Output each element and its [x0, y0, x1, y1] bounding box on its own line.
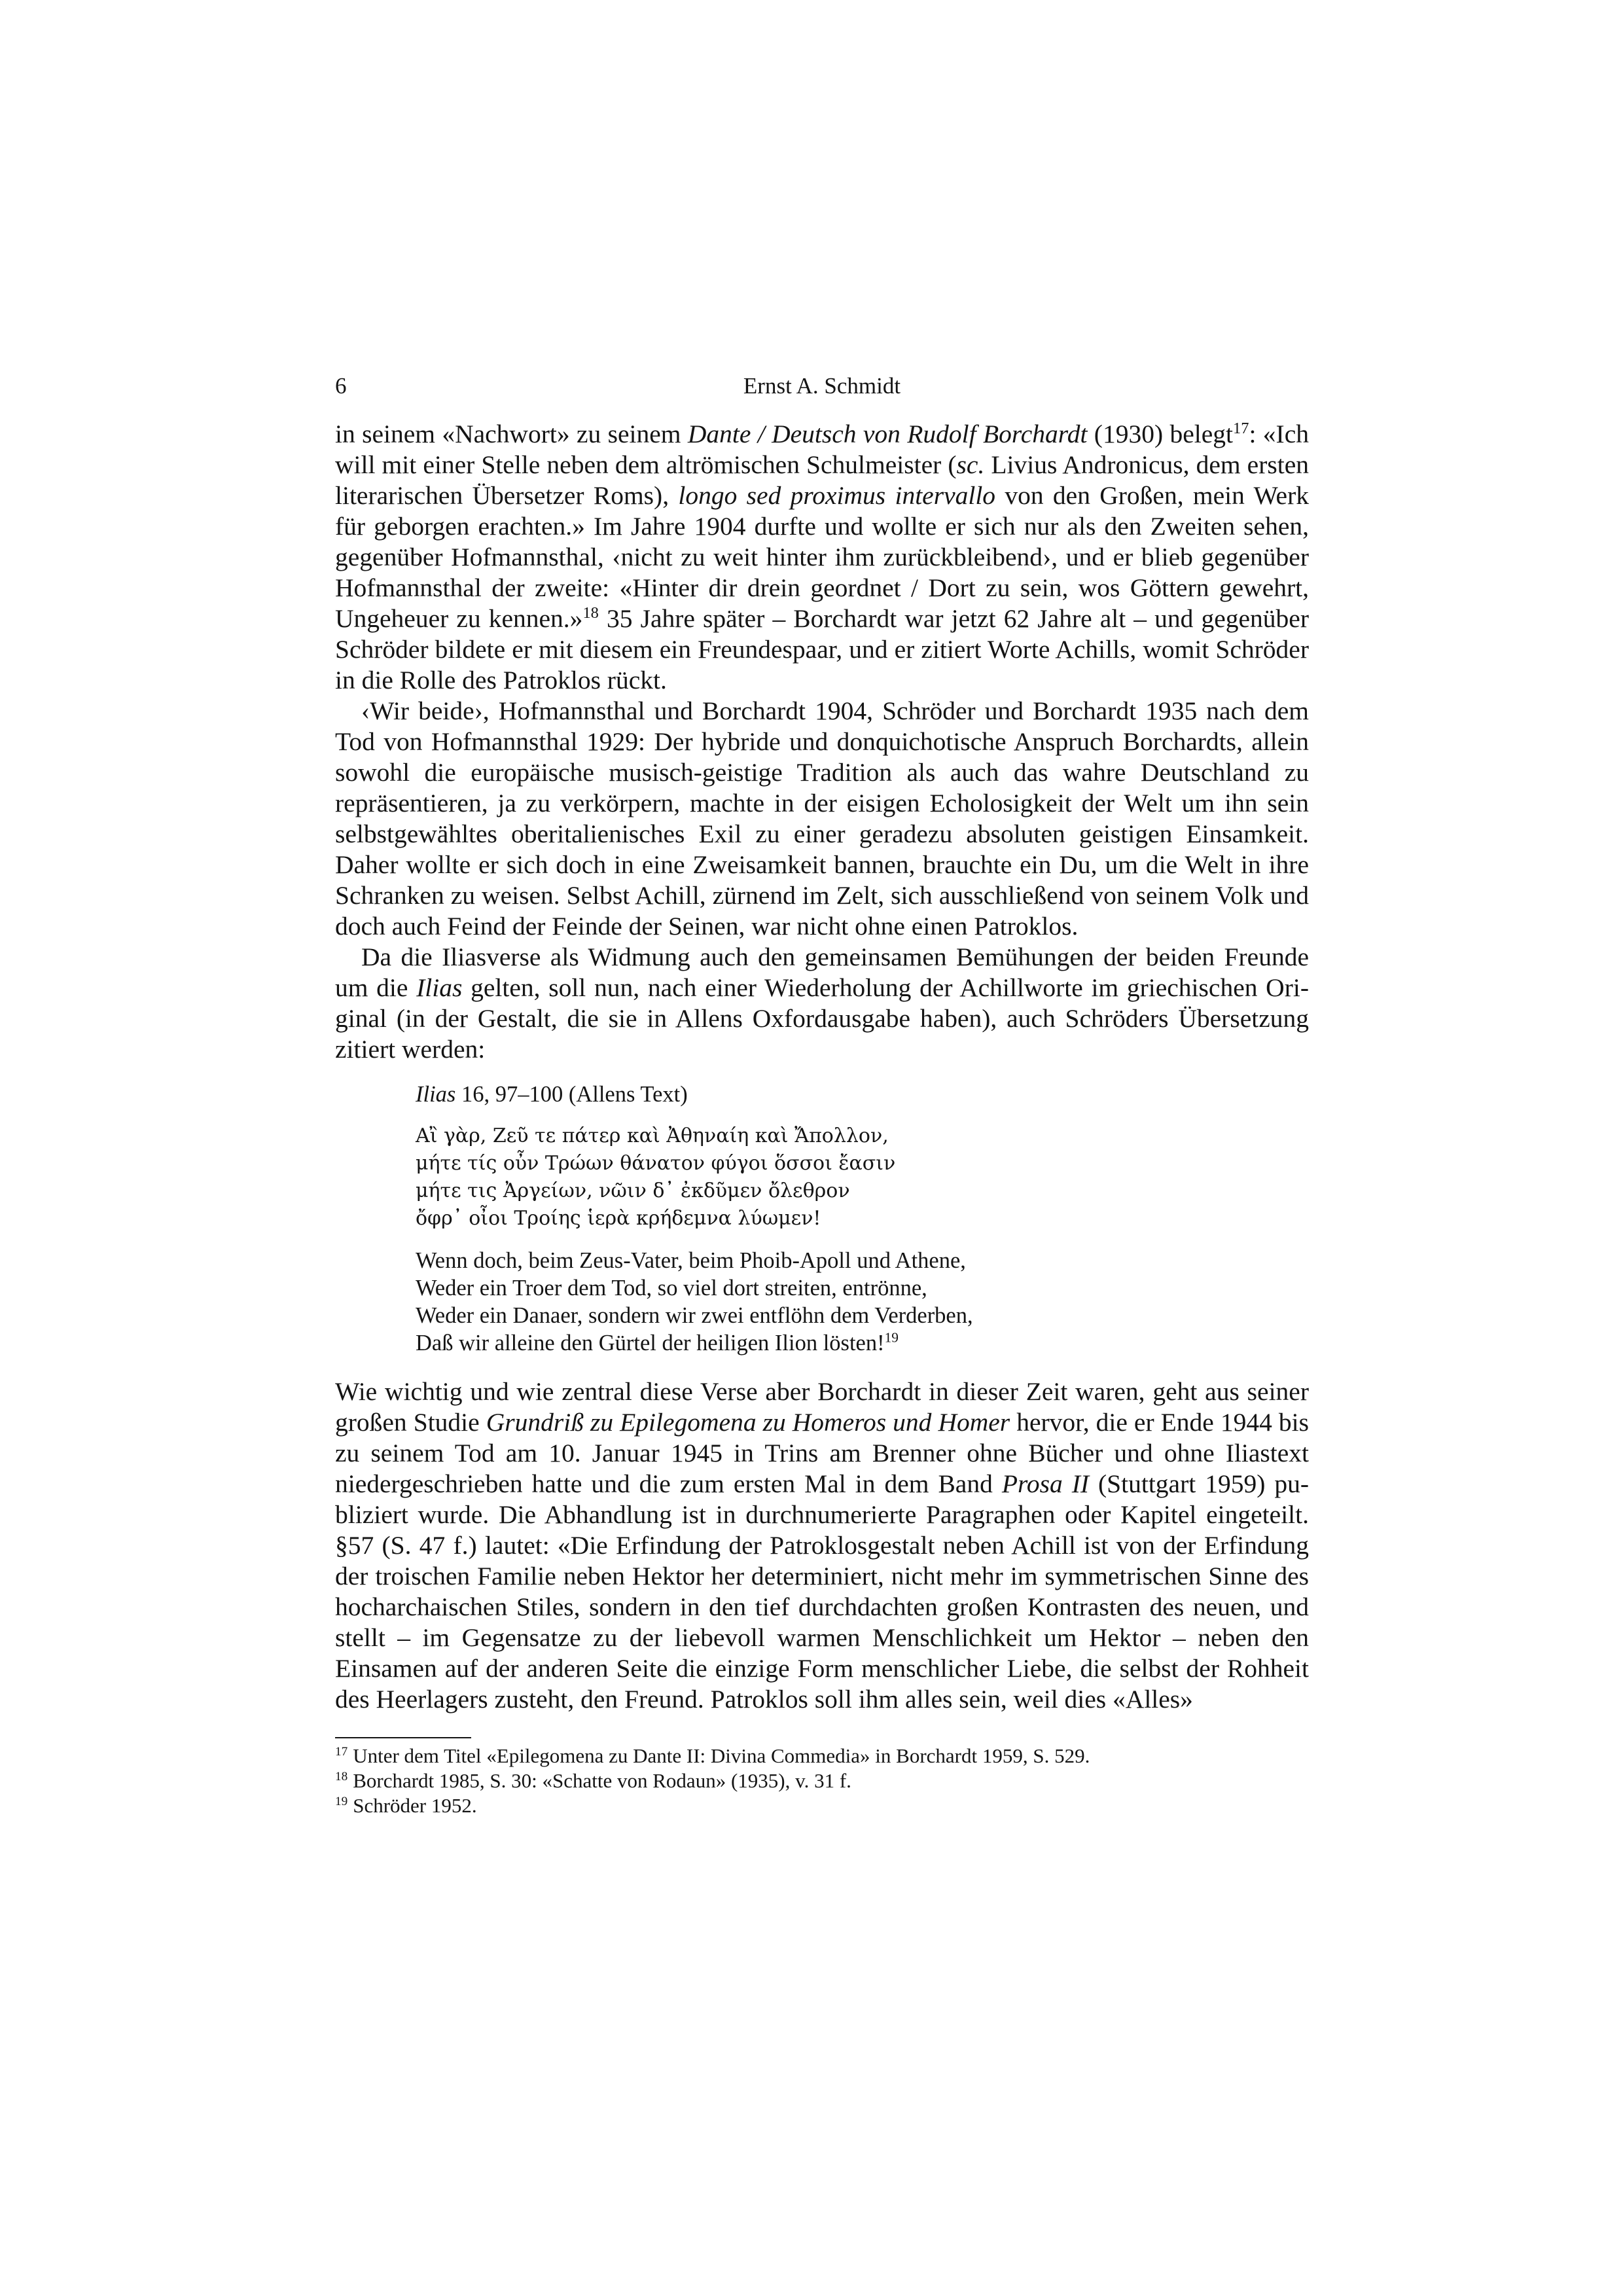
verse-text: Daß wir alleine den Gürtel der heiligen Ilion lösten! [416, 1331, 885, 1355]
text-run: Wie wichtig und wie zentral diese Verse aber Borchardt in dieser Zeit waren, geht aus seiner großen Studie [335, 1377, 1309, 1437]
page-header [335, 367, 1309, 406]
text-run: hervor, die er Ende 1944 bis zu seinem Tod am 10. Januar 1945 in Trins am Brenner ohne Bücher und ohne Iliastext niedergeschrieben hatte und die zum ersten Mal in dem Band [335, 1408, 1309, 1498]
latin-phrase: longo sed proximus intervallo [678, 481, 996, 510]
book-page [335, 367, 1309, 1818]
text-run: Da die Iliasverse als Widmung auch den gemeinsamen Bemühungen der beiden Freunde um die [335, 942, 1309, 1002]
paragraph-2: ‹Wir beide›, Hofmannsthal und Borchardt 1904, Schröder und Borchardt 1935 nach dem Tod von Hofmannsthal 1929: Der hybride und donquichotische Anspruch Borchardts, allein sowohl die europäische musisch-geistige Tradition als auch das wahre Deutschland zu repräsentieren, ja zu verkörpern, machte in der eisigen Echolosigkeit der Welt um ihn sein selbstgewähltes oberitalienisches Exil zu einer geradezu absoluten geistigen Einsamkeit. Daher wollte er sich doch in eine Zweisamkeit bannen, brauchte ein Du, um die Welt in ihre Schranken zu weisen. Selbst Achill, zürnend im Zelt, sich ausschließend von seinem Volk und doch auch Feind der Feinde der Seinen, war nicht ohne einen Patroklos. [335, 696, 1309, 941]
verse-quotation [416, 1081, 1309, 1357]
footnote-19 [335, 1793, 1309, 1818]
paragraph-4 [335, 1376, 1309, 1715]
text-run: Livius Andronicus, dem ersten literarischen Übersetzer Roms), [335, 450, 1309, 510]
italic-ilias: Ilias [416, 973, 463, 1002]
greek-verse-line: μήτε τις Ἀργείων, νῶιν δ᾽ ἐκδῦμεν ὄλεθρον [416, 1179, 850, 1202]
german-verse-line: Weder ein Danaer, sondern wir zwei entflöhn dem Verderben, [416, 1303, 973, 1328]
footnote-text: Schröder 1952. [353, 1794, 477, 1817]
text-run: (1930) belegt [1087, 420, 1233, 448]
german-verse-line: Wenn doch, beim Zeus-Vater, beim Phoib-Apoll und Athene, [416, 1248, 966, 1273]
greek-verse-line: Αἲ γὰρ, Ζεῦ τε πάτερ καὶ Ἀθηναίη καὶ Ἄπολλον, [416, 1124, 889, 1147]
footnote-divider [335, 1737, 471, 1738]
footnote-17 [335, 1744, 1309, 1768]
text-run: gelten, soll nun, nach einer Wiederholung der Achillworte im griechischen Original (in der Gestalt, die sie in Allens Oxfordausgabe haben), auch Schröders Übersetzung zitiert werden: [335, 973, 1309, 1064]
running-title: Ernst A. Schmidt [743, 373, 901, 399]
body-text [335, 419, 1309, 1715]
book-title-grundriss: Grundriß zu Epilegomena zu Homeros und Homer [486, 1408, 1010, 1437]
quote-citation [416, 1081, 1309, 1108]
page-number: 6 [335, 373, 347, 399]
text-run: von den Großen, mein Werk für geborgen erachten.» Im Jahre 1904 durfte und wollte er sich nur als den Zweiten sehen, gegenüber Hofmannsthal, ‹nicht zu weit hinter ihm zurückbleibend›, und er blieb gegenüber Hofmannsthal der zweite: «Hinter dir drein geordnet / Dort zu sein, wos Göttern gewehrt, Ungeheuer zu kennen.» [335, 481, 1309, 633]
text-run: (Stuttgart 1959) publiziert wurde. Die Abhandlung ist in durchnumerierte Paragraphen oder Kapitel eingeteilt. §57 (S. 47 f.) lautet: «Die Erfindung der Patroklosgestalt neben Achill ist von der Erfindung der troischen Familie neben Hektor her determiniert, nicht mehr im symmetrischen Sinne des hocharchaischen Stiles, sondern in den tief durchdachten großen Kontrasten des neuen, und stellt – im Gegensatze zu der liebevoll warmen Menschlichkeit um Hektor – neben den Einsamen auf der anderen Seite die einzige Form menschlicher Liebe, die selbst der Rohheit des Heerlagers zusteht, den Freund. Patroklos soll ihm alles sein, weil dies «Alles» [335, 1469, 1309, 1713]
german-verses [416, 1247, 1309, 1357]
paragraph-3 [335, 942, 1309, 1065]
footnote-number: 18 [335, 1769, 348, 1784]
book-title-prosa: Prosa II [1001, 1469, 1090, 1498]
italic-abbrev-sc: sc. [956, 450, 985, 479]
footnote-ref-17[interactable]: 17 [1232, 419, 1249, 437]
footnote-text: Borchardt 1985, S. 30: «Schatte von Rodaun» (1935), v. 31 f. [353, 1769, 851, 1792]
greek-verse-line: μήτε τίς οὖν Τρώων θάνατον φύγοι ὅσσοι ἔασιν [416, 1152, 896, 1175]
footnote-number: 19 [335, 1794, 348, 1808]
text-run: : «Ich will mit einer Stelle neben dem altrömischen Schulmeister ( [335, 420, 1309, 479]
greek-verse-line: ὄφρ᾽ οἶοι Τροίης ἱερὰ κρήδεμνα λύωμεν! [416, 1207, 821, 1230]
german-verse-line: Weder ein Troer dem Tod, so viel dort streiten, entrönne, [416, 1276, 927, 1300]
text-run: in seinem «Nachwort» zu seinem [335, 420, 688, 448]
footnote-ref-19[interactable]: 19 [884, 1329, 899, 1346]
footnote-number: 17 [335, 1744, 348, 1759]
citation-rest: 16, 97–100 (Allens Text) [455, 1082, 688, 1107]
german-verse-line [416, 1329, 1309, 1357]
book-title-dante: Dante / Deutsch von Rudolf Borchardt [687, 420, 1088, 448]
footnote-18 [335, 1768, 1309, 1793]
greek-verses [416, 1122, 1309, 1232]
footnote-ref-18[interactable]: 18 [582, 603, 599, 622]
footnotes [335, 1744, 1309, 1818]
footnote-text: Unter dem Titel «Epilegomena zu Dante II: Divina Commedia» in Borchardt 1959, S. 529. [353, 1744, 1090, 1767]
text-run: 35 Jahre später – Borchardt war jetzt 62 Jahre alt – und gegenüber Schröder bildete er mit diesem ein Freundespaar, und er zitiert Worte Achills, womit Schröder in die Rolle des Patroklos rückt. [335, 604, 1309, 694]
paragraph-1 [335, 419, 1309, 696]
citation-italic: Ilias [416, 1082, 456, 1107]
